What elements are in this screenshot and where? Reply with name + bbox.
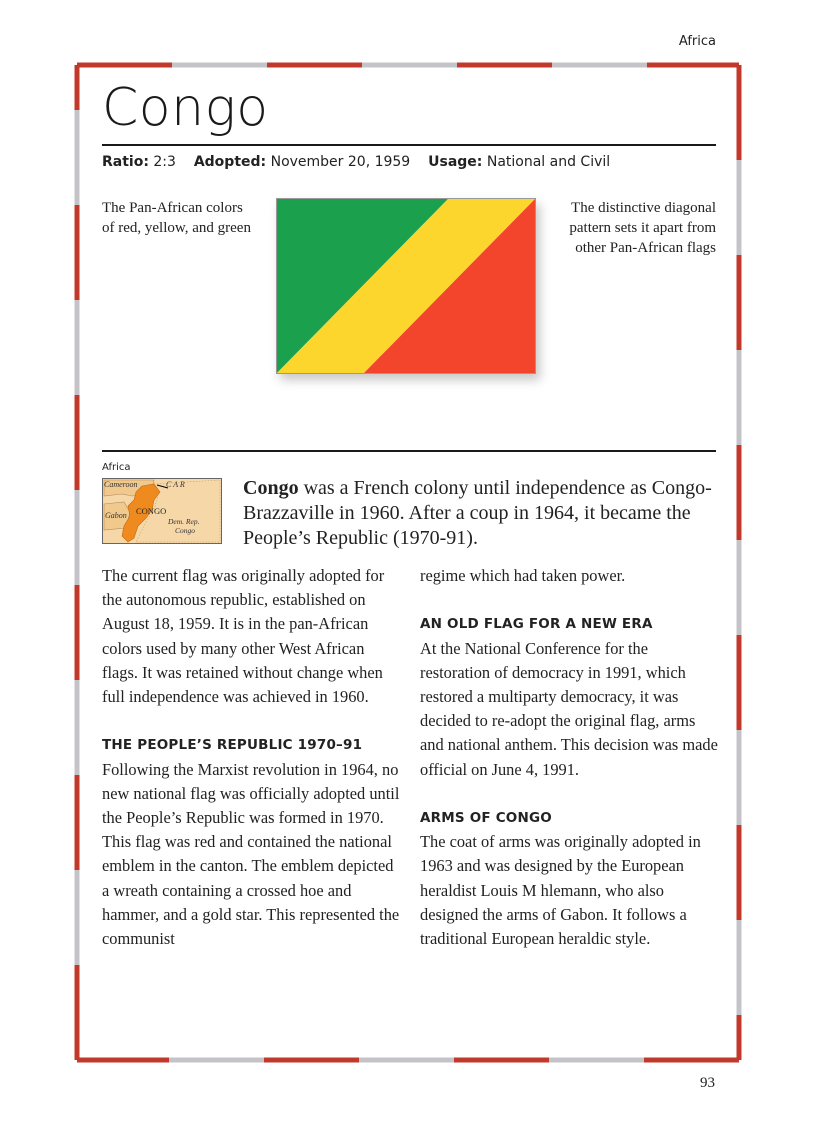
ratio-label: Ratio:: [102, 154, 149, 170]
congo-flag: [276, 198, 536, 374]
intro-bold: Congo: [243, 477, 299, 499]
body-paragraph-red-flag: This flag was red and contained the national emblem in the canton. The emblem depicted a wreath containing a crossed hoe and hammer, and a gold star. This represented the communist: [102, 832, 400, 949]
running-head: Africa: [678, 34, 716, 49]
section-rule: [102, 450, 716, 452]
page-number: 93: [700, 1075, 715, 1091]
adopted-label: Adopted:: [193, 154, 267, 170]
intro-text: was a French colony until independence as Congo-Brazzaville in 1960. After a coup in 1964, it became the People’s Republic (1970-91).: [243, 477, 712, 549]
map-label-congo: CONGO: [136, 506, 167, 516]
usage-label: Usage:: [428, 154, 483, 170]
map-label-drc-line1: Dem. Rep.: [168, 517, 200, 526]
map-label-drc-line2: Congo: [175, 526, 196, 535]
body-paragraph-national-conference: At the National Conference for the restoration of democracy in 1991, which restored a multiparty democracy, it was decided to re-adopt the original flag, arms and national anthem. This decision was made official on June 4, 1991.: [420, 638, 718, 779]
caption-right: The distinctive diagonal pattern sets it apart from other Pan-African flags: [569, 200, 716, 256]
body-paragraph-current-flag: The current flag was originally adopted for the autonomous republic, established on August 18, 1959. It is in the pan-African colors used by many other West African flags. It was retained without change when full independence was achieved in 1960.: [102, 566, 385, 707]
heading-old-flag-new-era: AN OLD FLAG FOR A NEW ERA: [420, 616, 653, 633]
body-column-right: [420, 564, 718, 951]
map-label-gabon: Gabon: [105, 511, 127, 520]
usage-value: National and Civil: [486, 154, 611, 170]
map-label-cameroon: Cameroon: [104, 480, 138, 489]
body-paragraph-coat-of-arms: The coat of arms was originally adopted in 1963 and was designed by the European heraldist Louis M hlemann, who also designed the arms of Gabon. It follows a traditional European heraldic style.: [420, 832, 701, 949]
body-paragraph-revolution: Following the Marxist revolution in 1964, no new national flag was officially adopted until the People’s Republic was formed in 1970.: [102, 759, 400, 828]
map-label-car: C A R: [166, 480, 185, 489]
page-title: Congo: [102, 78, 269, 138]
caption-left: The Pan-African colors of red, yellow, and green: [102, 200, 251, 236]
body-paragraph-regime: regime which had taken power.: [420, 566, 626, 585]
body-column-left: [102, 564, 402, 951]
heading-peoples-republic: THE PEOPLE’S REPUBLIC 1970–91: [102, 737, 363, 754]
flag-meta: [102, 154, 610, 170]
title-rule: [102, 144, 716, 146]
intro-paragraph: [243, 476, 713, 551]
locator-map: [102, 478, 222, 544]
adopted-value: November 20, 1959: [270, 154, 411, 170]
heading-arms-of-congo: ARMS OF CONGO: [420, 810, 552, 826]
map-region-label: Africa: [102, 462, 131, 473]
ratio-value: 2:3: [153, 154, 176, 170]
